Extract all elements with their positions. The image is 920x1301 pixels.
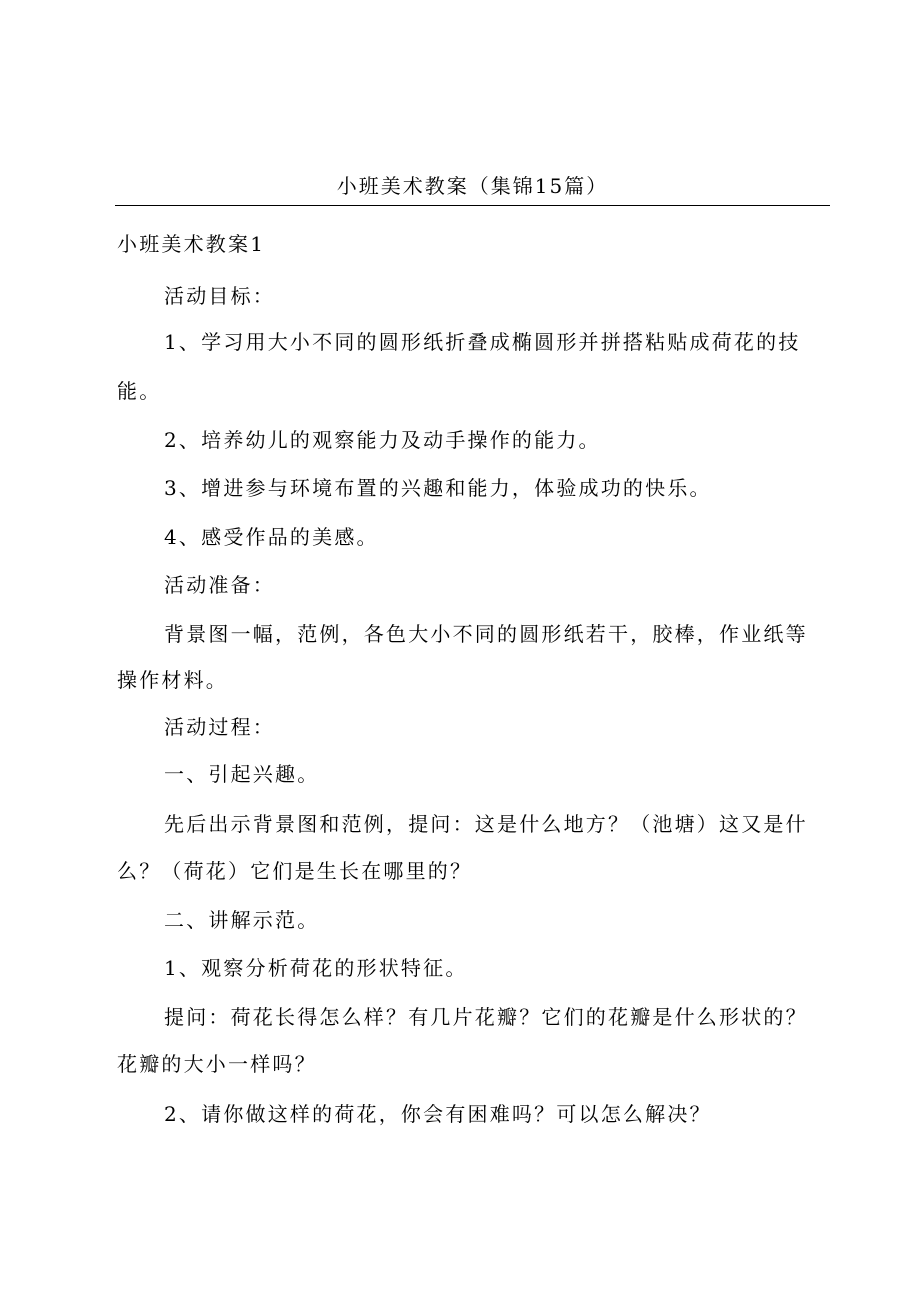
section-heading: 小班美术教案1 <box>117 232 266 256</box>
paragraph-line: 先后出示背景图和范例，提问：这是什么地方？（池塘）这又是什 <box>164 812 808 836</box>
paragraph-line: 么？（荷花）它们是生长在哪里的？ <box>117 859 473 883</box>
paragraph-line: 2、请你做这样的荷花，你会有困难吗？可以怎么解决？ <box>164 1102 712 1126</box>
paragraph-line: 3、增进参与环境布置的兴趣和能力，体验成功的快乐。 <box>164 476 712 500</box>
paragraph-line: 花瓣的大小一样吗？ <box>117 1052 317 1076</box>
paragraph-line: 操作材料。 <box>117 668 228 692</box>
document-title: 小班美术教案（集锦15篇） <box>336 174 609 198</box>
paragraph-line: 2、培养幼儿的观察能力及动手操作的能力。 <box>164 428 601 452</box>
paragraph-line: 背景图一幅，范例，各色大小不同的圆形纸若干，胶棒，作业纸等 <box>164 622 808 646</box>
paragraph-line: 活动准备： <box>164 573 275 597</box>
paragraph-line: 能。 <box>117 379 162 403</box>
paragraph-line: 提问：荷花长得怎么样？有几片花瓣？它们的花瓣是什么形状的？ <box>164 1005 808 1029</box>
paragraph-line: 一、引起兴趣。 <box>164 762 320 786</box>
paragraph-line: 1、观察分析荷花的形状特征。 <box>164 956 468 980</box>
title-divider <box>115 205 830 206</box>
paragraph-line: 活动目标： <box>164 284 275 308</box>
paragraph-line: 活动过程： <box>164 715 275 739</box>
paragraph-line: 1、学习用大小不同的圆形纸折叠成椭圆形并拼搭粘贴成荷花的技 <box>164 330 801 354</box>
paragraph-line: 二、讲解示范。 <box>164 908 320 932</box>
paragraph-line: 4、感受作品的美感。 <box>164 525 379 549</box>
